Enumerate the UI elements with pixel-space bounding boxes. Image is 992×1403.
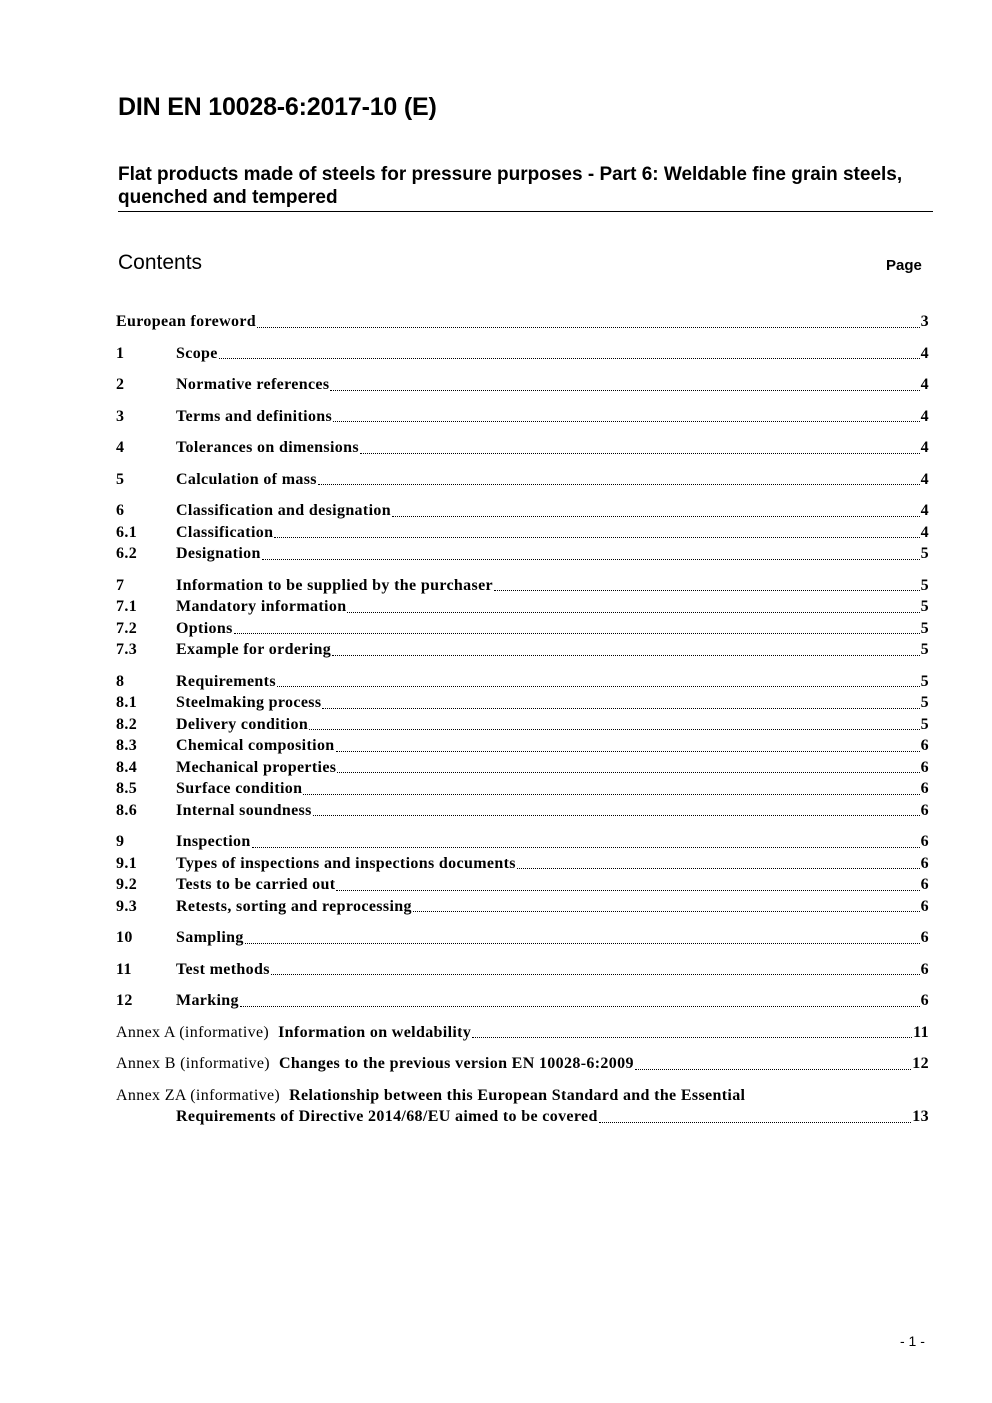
toc-entry[interactable] bbox=[116, 522, 929, 544]
toc-entry[interactable] bbox=[116, 575, 929, 597]
toc-entry-number: 3 bbox=[116, 407, 125, 425]
toc-entry[interactable] bbox=[116, 757, 929, 779]
toc-entry-title: Sampling bbox=[176, 929, 244, 946]
dot-leader bbox=[309, 729, 920, 730]
dot-leader bbox=[392, 516, 920, 517]
toc-entry-title: Calculation of mass bbox=[176, 470, 317, 488]
dot-leader bbox=[303, 794, 919, 795]
toc-entry-page: 5 bbox=[920, 672, 929, 690]
toc-entry-number: 11 bbox=[116, 960, 132, 978]
toc-entry-number: 7.3 bbox=[116, 641, 138, 658]
dot-leader bbox=[219, 358, 920, 359]
document-id: DIN EN 10028-6:2017-10 (E) bbox=[118, 93, 437, 121]
annex-label: Annex ZA (informative) bbox=[116, 1086, 281, 1104]
toc-entry-page: 4 bbox=[920, 344, 929, 362]
toc-entry[interactable] bbox=[116, 990, 929, 1012]
toc-entry-number: 9.1 bbox=[116, 854, 138, 872]
toc-entry-page: 5 bbox=[920, 576, 929, 594]
toc-annex-entry[interactable] bbox=[116, 1053, 929, 1075]
toc-entry-page: 6 bbox=[920, 833, 929, 850]
toc-entry-number: 4 bbox=[116, 439, 125, 456]
dot-leader bbox=[333, 421, 920, 422]
toc-entry-number: 6 bbox=[116, 502, 125, 519]
toc-entry[interactable] bbox=[116, 343, 929, 365]
toc-entry-title: Requirements bbox=[176, 672, 276, 690]
toc-entry-page: 6 bbox=[920, 960, 929, 978]
toc-entry[interactable] bbox=[116, 959, 929, 981]
toc-entry[interactable] bbox=[116, 543, 929, 565]
toc-entry-number: 5 bbox=[116, 470, 125, 488]
page-number: - 1 - bbox=[900, 1333, 925, 1349]
toc-entry-title: Scope bbox=[176, 344, 218, 362]
toc-entry-title: Tests to be carried out bbox=[176, 876, 336, 893]
table-of-contents bbox=[116, 311, 929, 1128]
dot-leader bbox=[330, 390, 919, 391]
toc-entry[interactable] bbox=[116, 618, 929, 640]
toc-entry-number: 6.2 bbox=[116, 545, 138, 562]
toc-entry-page: 6 bbox=[920, 801, 929, 819]
toc-entry-number: 8.2 bbox=[116, 715, 138, 733]
toc-entry-number: 6.1 bbox=[116, 523, 138, 541]
toc-entry-page: 5 bbox=[920, 715, 929, 733]
toc-entry[interactable] bbox=[116, 735, 929, 757]
dot-leader bbox=[262, 559, 920, 560]
toc-entry-number: 8.3 bbox=[116, 737, 138, 754]
toc-entry-page: 6 bbox=[920, 929, 929, 946]
annex-title: Changes to the previous version EN 10028-6:2009 bbox=[278, 1055, 634, 1072]
toc-entry[interactable] bbox=[116, 406, 929, 428]
dot-leader bbox=[313, 815, 920, 816]
toc-entry-title: Retests, sorting and reprocessing bbox=[176, 897, 412, 915]
toc-entry-title: Types of inspections and inspections documents bbox=[176, 854, 516, 872]
dot-leader bbox=[318, 484, 920, 485]
dot-leader bbox=[413, 911, 920, 912]
toc-entry[interactable] bbox=[116, 831, 929, 853]
toc-entry[interactable] bbox=[116, 927, 929, 949]
dot-leader bbox=[599, 1122, 912, 1123]
page-column-heading: Page bbox=[886, 257, 922, 274]
dot-leader bbox=[257, 327, 920, 328]
toc-entry[interactable] bbox=[116, 671, 929, 693]
toc-entry[interactable] bbox=[116, 853, 929, 875]
toc-entry-title: Steelmaking process bbox=[176, 694, 322, 711]
dot-leader bbox=[635, 1069, 911, 1070]
dot-leader bbox=[494, 590, 920, 591]
dot-leader bbox=[234, 633, 920, 634]
dot-leader bbox=[245, 943, 920, 944]
toc-entry[interactable] bbox=[116, 469, 929, 491]
dot-leader bbox=[274, 537, 919, 538]
toc-entry-page: 4 bbox=[920, 523, 929, 541]
toc-entry-page: 3 bbox=[920, 313, 929, 330]
toc-entry-page: 5 bbox=[920, 619, 929, 637]
toc-entry-page: 5 bbox=[920, 545, 929, 562]
dot-leader bbox=[472, 1037, 912, 1038]
toc-entry[interactable] bbox=[116, 374, 929, 396]
toc-entry-title: Classification and designation bbox=[176, 502, 391, 519]
dot-leader bbox=[252, 847, 920, 848]
toc-entry-number: 10 bbox=[116, 929, 133, 946]
toc-entry-number: 9.3 bbox=[116, 897, 138, 915]
annex-label: Annex B (informative) bbox=[116, 1055, 270, 1072]
toc-entry-title: Classification bbox=[176, 523, 274, 541]
toc-entry-title: Options bbox=[176, 619, 233, 637]
toc-entry-title: Information to be supplied by the purchaser bbox=[176, 576, 494, 594]
toc-entry-number: 8.1 bbox=[116, 694, 138, 711]
toc-entry-number: 7.2 bbox=[116, 619, 138, 637]
toc-entry-title: Normative references bbox=[176, 376, 330, 393]
toc-entry-page: 6 bbox=[920, 897, 929, 915]
toc-entry-page: 6 bbox=[920, 854, 929, 872]
toc-entry-page: 4 bbox=[920, 439, 929, 456]
toc-entry-number: 12 bbox=[116, 992, 133, 1009]
toc-annex-entry[interactable] bbox=[116, 1085, 929, 1107]
toc-entry-number: 9 bbox=[116, 833, 125, 850]
dot-leader bbox=[322, 708, 919, 709]
toc-entry-page: 4 bbox=[920, 502, 929, 519]
toc-entry[interactable] bbox=[116, 800, 929, 822]
toc-entry[interactable] bbox=[116, 714, 929, 736]
toc-entry-title: Tolerances on dimensions bbox=[176, 439, 359, 456]
dot-leader bbox=[271, 974, 920, 975]
toc-entry-page: 4 bbox=[920, 407, 929, 425]
toc-entry-page: 6 bbox=[920, 780, 929, 797]
dot-leader bbox=[517, 868, 920, 869]
toc-entry-page: 11 bbox=[913, 1023, 929, 1041]
toc-entry-number: 8.5 bbox=[116, 780, 138, 797]
toc-annex-entry[interactable] bbox=[116, 1022, 929, 1044]
dot-leader bbox=[240, 1006, 920, 1007]
toc-entry-page: 6 bbox=[920, 737, 929, 754]
toc-entry-number: 2 bbox=[116, 376, 125, 393]
document-title: Flat products made of steels for pressure purposes - Part 6: Weldable fine grain steels, quenched and tempered bbox=[118, 163, 933, 212]
toc-entry[interactable] bbox=[116, 500, 929, 522]
annex-title-line1: Relationship between this European Standard and the Essential bbox=[289, 1086, 746, 1104]
toc-entry-title: Example for ordering bbox=[176, 641, 332, 658]
annex-label: Annex A (informative) bbox=[116, 1023, 270, 1041]
toc-entry-title: European foreword bbox=[116, 313, 257, 330]
toc-entry[interactable] bbox=[116, 311, 929, 333]
toc-entry-title: Inspection bbox=[176, 833, 251, 850]
toc-entry-title: Internal soundness bbox=[176, 801, 312, 819]
toc-entry-number: 8.4 bbox=[116, 758, 138, 776]
toc-entry[interactable] bbox=[116, 596, 929, 618]
toc-entry[interactable] bbox=[116, 778, 929, 800]
toc-entry-page: 13 bbox=[912, 1108, 929, 1125]
toc-entry-title: Designation bbox=[176, 545, 261, 562]
toc-annex-entry-continuation[interactable] bbox=[116, 1106, 929, 1128]
toc-entry-page: 5 bbox=[920, 694, 929, 711]
toc-entry-title: Surface condition bbox=[176, 780, 303, 797]
toc-entry-page: 12 bbox=[912, 1055, 929, 1072]
toc-entry-page: 6 bbox=[920, 758, 929, 776]
toc-entry-title: Mandatory information bbox=[176, 598, 347, 615]
toc-entry[interactable] bbox=[116, 639, 929, 661]
dot-leader bbox=[332, 655, 920, 656]
toc-entry-title: Mechanical properties bbox=[176, 758, 337, 776]
toc-entry[interactable] bbox=[116, 874, 929, 896]
contents-heading: Contents bbox=[118, 251, 203, 274]
dot-leader bbox=[337, 772, 919, 773]
toc-entry-number: 8.6 bbox=[116, 801, 138, 819]
dot-leader bbox=[277, 686, 920, 687]
dot-leader bbox=[336, 751, 920, 752]
annex-title: Information on weldability bbox=[278, 1023, 472, 1041]
toc-entry-title: Terms and definitions bbox=[176, 407, 333, 425]
toc-entry-title: Test methods bbox=[176, 960, 270, 978]
toc-entry-title: Delivery condition bbox=[176, 715, 309, 733]
toc-entry-number: 9.2 bbox=[116, 876, 138, 893]
toc-entry-page: 5 bbox=[920, 641, 929, 658]
toc-entry-title: Marking bbox=[176, 992, 239, 1009]
toc-entry-page: 6 bbox=[920, 876, 929, 893]
toc-entry-number: 7.1 bbox=[116, 598, 138, 615]
annex-title-line2: Requirements of Directive 2014/68/EU aimed to be covered bbox=[176, 1108, 598, 1125]
toc-entry-page: 4 bbox=[920, 376, 929, 393]
toc-entry-page: 6 bbox=[920, 992, 929, 1009]
toc-entry[interactable] bbox=[116, 437, 929, 459]
toc-entry-page: 4 bbox=[920, 470, 929, 488]
toc-entry-number: 8 bbox=[116, 672, 125, 690]
dot-leader bbox=[360, 453, 920, 454]
toc-entry-title: Chemical composition bbox=[176, 737, 335, 754]
toc-entry[interactable] bbox=[116, 896, 929, 918]
toc-entry-page: 5 bbox=[920, 598, 929, 615]
toc-entry-number: 7 bbox=[116, 576, 125, 594]
toc-entry[interactable] bbox=[116, 692, 929, 714]
toc-entry-number: 1 bbox=[116, 344, 125, 362]
dot-leader bbox=[347, 612, 919, 613]
dot-leader bbox=[336, 890, 919, 891]
